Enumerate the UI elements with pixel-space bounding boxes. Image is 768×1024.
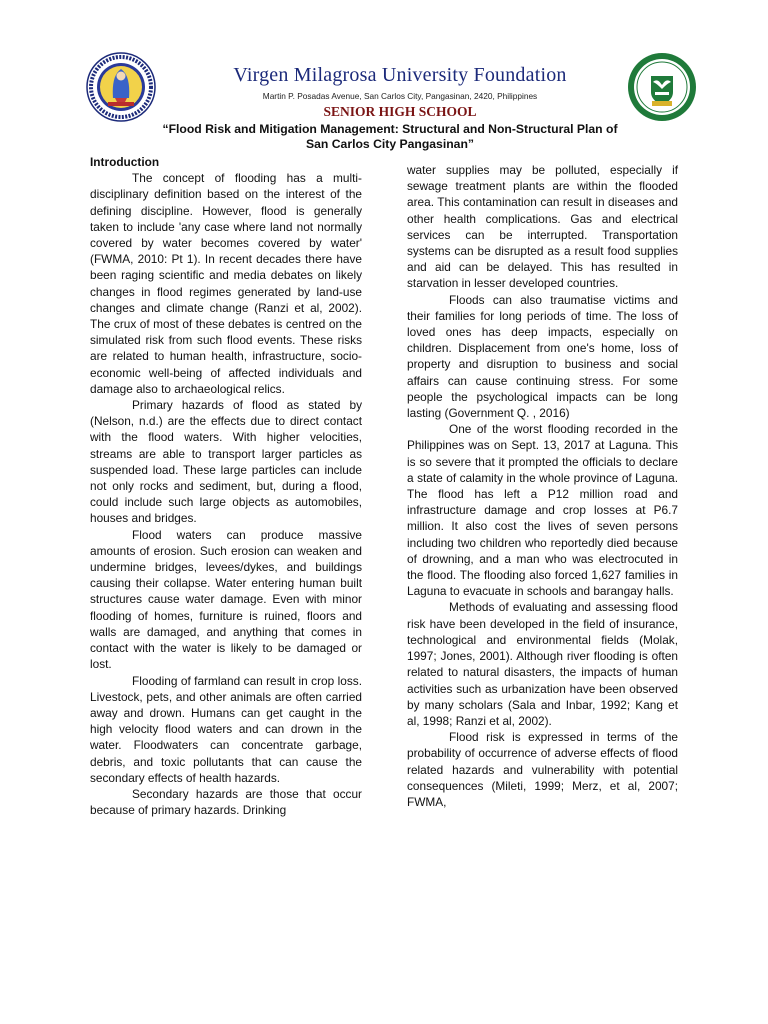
right-column	[407, 162, 678, 810]
paper-title	[90, 122, 690, 152]
paper-title-line-1: “Flood Risk and Mitigation Management: Structural and Non-Structural Plan of	[162, 122, 618, 136]
university-seal-icon	[86, 52, 156, 122]
paragraph: Flood risk is expressed in terms of the probability of occurrence of adverse effects of flood related hazards and vulnerability with potential consequences (Mileti, 1999; Merz, et al, 2007; FWMA,	[407, 730, 678, 809]
paragraph: Secondary hazards are those that occur because of primary hazards. Drinking	[90, 786, 362, 818]
left-column	[90, 154, 362, 818]
paragraph: Methods of evaluating and assessing flood risk have been developed in the field of insurance, technological and environmental fields (Molak, 1997; Jones, 2001). Although river flooding is often related to natural disasters, the impacts of human activities such as urbanization have been observed by many scholars (Sala and Inbar, 1992; Kang et al, 1998; Ranzi et al, 2002).	[407, 600, 678, 728]
paragraph: Floods can also traumatise victims and their families for long periods of time. The loss of loved ones has deep impacts, especially on children. Displacement from one's home, loss of property and disruption to business and social affairs can cause continuing stress. For some people the psychological impacts can be long lasting (Government Q. , 2016)	[407, 292, 678, 421]
school-name: SENIOR HIGH SCHOOL	[323, 104, 477, 119]
university-name: Virgen Milagrosa University Foundation	[233, 64, 567, 86]
paragraph: Flood waters can produce massive amounts of erosion. Such erosion can weaken and undermine bridges, levees/dykes, and buildings causing their collapse. Water entering human built structures cause water damage. Even with minor flooding of homes, furniture is ruined, floors and walls are damaged, and anything that comes in contact with the water is likely to be damaged or lost.	[90, 527, 362, 672]
paper-title-line-2: San Carlos City Pangasinan”	[306, 137, 474, 151]
paragraph: Flooding of farmland can result in crop loss. Livestock, pets, and other animals are often carried away and drown. Humans can get caught in the high velocity flood waters and can drown in the water. Floodwaters can concentrate garbage, debris, and toxic pollutants that can cause the secondary effects of health hazards.	[90, 673, 362, 785]
university-address: Martin P. Posadas Avenue, San Carlos City, Pangasinan, 2420, Philippines	[262, 91, 538, 101]
paragraph-continuation: water supplies may be polluted, especially if sewage treatment plants are within the flooded area. This contamination can result in diseases and other health complications. Gas and electrical services can be interrupted. Transportation systems can be disrupted as a result food supplies and aid can be delayed. This has resulted in starvation in lesser developed countries.	[407, 163, 678, 291]
paragraph: One of the worst flooding recorded in the Philippines was on Sept. 13, 2017 at Laguna. This is so severe that it prompted the officials to declare a state of calamity in the whole province of Laguna. The flood has left a P12 million road and infrastructure damage and crop losses at P6.7 million. It also cost the lives of seven persons including two children who reportedly died because of drowning, and a man who was electrocuted in the flood. The flooding also forced 1,627 families in Laguna to evacuate in schools and barangay halls.	[407, 422, 678, 599]
section-heading: Introduction	[90, 155, 160, 169]
paragraph: The concept of flooding has a multi-disciplinary definition based on the interest of the defining discipline. However, flood is generally taken to include 'any case where land not normally covered by water becomes covered by water' (FWMA, 2010: Pt 1). In recent decades there have been raging scientific and media debates on likely changes in flood regimes generated by land-use changes and climate change (Ranzi et al, 2002). The crux of most of these debates is centred on the simulated risk from such flood events. These risks are related to human health, infrastructure, socio-economic well-being of affected individuals and damage also to archaeological relics.	[90, 171, 362, 396]
paragraph: Primary hazards of flood as stated by (Nelson, n.d.) are the effects due to direct contact with the flood waters. With higher velocities, streams are able to transport larger particles as suspended load. These large particles can include not only rocks and sediment, but, during a flood, could include such large objects as automobiles, houses and bridges.	[90, 398, 362, 526]
